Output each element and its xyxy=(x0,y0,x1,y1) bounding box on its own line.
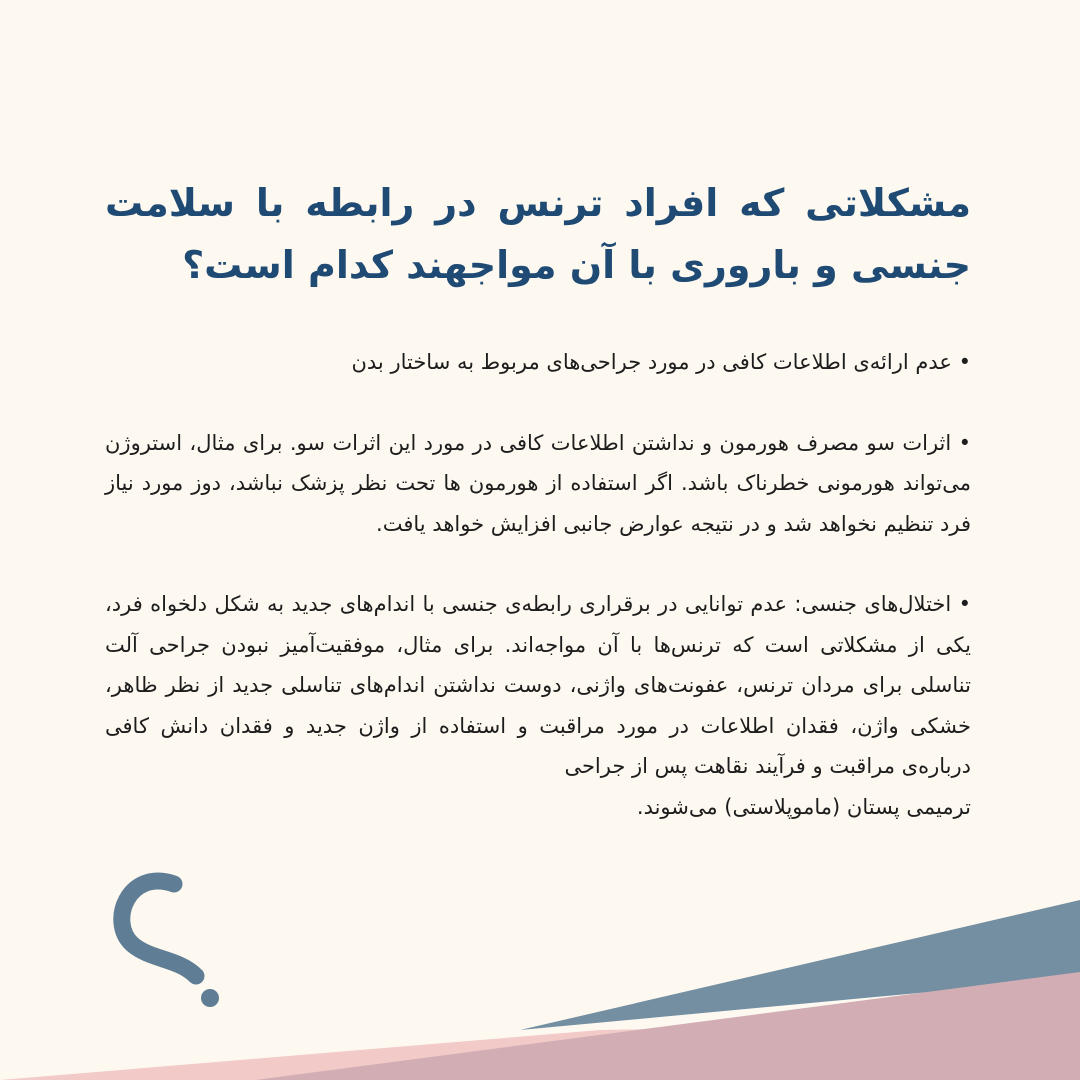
rose-band xyxy=(255,972,1080,1080)
list-item-hormone-effects: • اثرات سو مصرف هورمون و نداشتن اطلاعات کافی در مورد این اثرات سو. برای مثال، استروژن می‌تواند هورمونی خطرناک باشد. اگر استفاده از هورمون ها تحت نظر پزشک نباشد، دوز مورد نیاز فرد تنظیم نخواهد شد و در نتیجه عوارض جانبی افزایش خواهد یافت. xyxy=(105,430,971,536)
pink-band xyxy=(0,1022,1080,1080)
list-item-surgery-info: • عدم ارائه‌ی اطلاعات کافی در مورد جراحی‌های مربوط به ساختار بدن xyxy=(351,350,971,374)
slate-band xyxy=(520,900,1080,1030)
content-body xyxy=(105,342,971,827)
paragraph-gap xyxy=(105,383,971,423)
sexual-disorders-text: • اختلال‌های جنسی: عدم توانایی در برقراری رابطه‌ی جنسی با اندام‌های جدید به شکل دلخواه فرد، یکی از مشکلاتی است که ترنس‌ها با آن مواجه‌اند. برای مثال، موفقیت‌آمیز نبودن جراحی آلت تناسلی برای مردان ترنس، عفونت‌های واژنی، دوست نداشتن اندام‌های تناسلی جدید از نظر ظاهر، خشکی واژن، فقدان اطلاعات در مورد مراقبت و استفاده از واژن جدید و فقدان دانش کافی درباره‌ی مراقبت و فرآیند نقاهت پس از جراحی xyxy=(105,592,971,778)
list-item-sexual-disorders xyxy=(105,584,971,827)
paragraph-gap xyxy=(105,544,971,584)
question-mark-icon xyxy=(122,881,219,1007)
page-title: مشکلاتی که افراد ترنس در رابطه با سلامت جنسی و باروری با آن مواجهند کدام است؟ xyxy=(105,181,971,287)
sexual-disorders-tail: ترمیمی پستان (ماموپلاستی) می‌شوند. xyxy=(636,794,971,819)
